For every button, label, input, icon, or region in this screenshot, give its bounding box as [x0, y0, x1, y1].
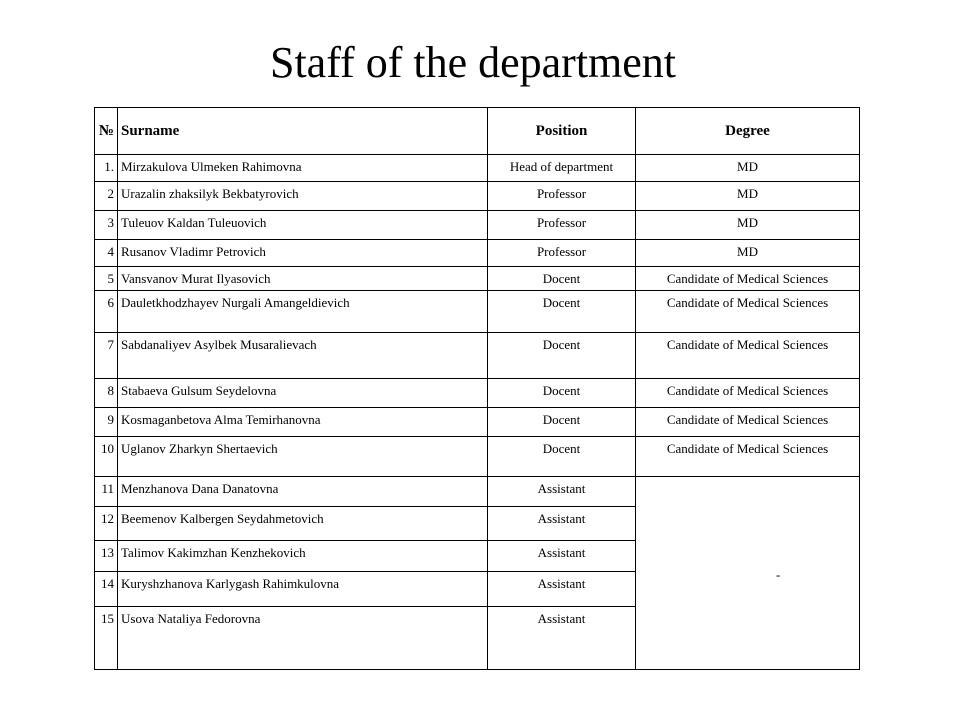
cell-degree: MD [636, 155, 860, 182]
header-number: № [95, 108, 118, 155]
cell-position: Assistant [488, 477, 636, 507]
cell-degree: Candidate of Medical Sciences [636, 333, 860, 379]
staff-table [94, 107, 860, 670]
cell-position: Docent [488, 333, 636, 379]
cell-number: 12 [95, 507, 118, 541]
cell-position: Professor [488, 182, 636, 211]
table-row [95, 267, 860, 291]
cell-number: 2 [95, 182, 118, 211]
cell-degree: Candidate of Medical Sciences [636, 437, 860, 477]
cell-position: Docent [488, 267, 636, 291]
cell-number: 3 [95, 211, 118, 240]
cell-surname: Talimov Kakimzhan Kenzhekovich [118, 541, 488, 572]
table-row [95, 211, 860, 240]
table-row [95, 333, 860, 379]
cell-position: Assistant [488, 607, 636, 670]
cell-position: Docent [488, 379, 636, 408]
table-row [95, 155, 860, 182]
cell-degree-merged: - [636, 477, 860, 670]
cell-surname: Beemenov Kalbergen Seydahmetovich [118, 507, 488, 541]
cell-number: 11 [95, 477, 118, 507]
cell-number: 4 [95, 240, 118, 267]
cell-surname: Sabdanaliyev Asylbek Musaralievach [118, 333, 488, 379]
cell-surname: Kosmaganbetova Alma Temirhanovna [118, 408, 488, 437]
cell-surname: Vansvanov Murat Ilyasovich [118, 267, 488, 291]
cell-degree: MD [636, 240, 860, 267]
cell-surname: Mirzakulova Ulmeken Rahimovna [118, 155, 488, 182]
table-row [95, 379, 860, 408]
cell-surname: Uglanov Zharkyn Shertaevich [118, 437, 488, 477]
cell-position: Assistant [488, 541, 636, 572]
cell-degree: Candidate of Medical Sciences [636, 379, 860, 408]
cell-number: 1. [95, 155, 118, 182]
cell-surname: Tuleuov Kaldan Tuleuovich [118, 211, 488, 240]
cell-number: 6 [95, 291, 118, 333]
cell-number: 8 [95, 379, 118, 408]
cell-number: 14 [95, 572, 118, 607]
cell-position: Professor [488, 211, 636, 240]
cell-position: Docent [488, 291, 636, 333]
table-row [95, 182, 860, 211]
cell-degree: Candidate of Medical Sciences [636, 291, 860, 333]
table-row [95, 477, 860, 507]
cell-degree: Candidate of Medical Sciences [636, 408, 860, 437]
cell-position: Head of department [488, 155, 636, 182]
cell-surname: Rusanov Vladimr Petrovich [118, 240, 488, 267]
cell-position: Assistant [488, 572, 636, 607]
cell-number: 10 [95, 437, 118, 477]
cell-position: Professor [488, 240, 636, 267]
cell-surname: Dauletkhodzhayev Nurgali Amangeldievich [118, 291, 488, 333]
cell-degree: MD [636, 182, 860, 211]
header-position: Position [488, 108, 636, 155]
table-row [95, 240, 860, 267]
cell-number: 9 [95, 408, 118, 437]
cell-surname: Stabaeva Gulsum Seydelovna [118, 379, 488, 408]
cell-surname: Urazalin zhaksilyk Bekbatyrovich [118, 182, 488, 211]
cell-number: 13 [95, 541, 118, 572]
cell-degree: MD [636, 211, 860, 240]
cell-position: Docent [488, 437, 636, 477]
cell-surname: Usova Nataliya Fedorovna [118, 607, 488, 670]
cell-number: 7 [95, 333, 118, 379]
cell-number: 5 [95, 267, 118, 291]
table-row [95, 291, 860, 333]
page-title: Staff of the department [269, 38, 677, 87]
cell-degree: Candidate of Medical Sciences [636, 267, 860, 291]
cell-surname: Kuryshzhanova Karlygash Rahimkulovna [118, 572, 488, 607]
staff-table-body [95, 155, 860, 670]
cell-number: 15 [95, 607, 118, 670]
cell-position: Assistant [488, 507, 636, 541]
header-degree: Degree [636, 108, 860, 155]
table-row [95, 437, 860, 477]
cell-surname: Menzhanova Dana Danatovna [118, 477, 488, 507]
table-header-row [95, 108, 860, 155]
header-surname: Surname [118, 108, 488, 155]
cell-position: Docent [488, 408, 636, 437]
table-row [95, 408, 860, 437]
